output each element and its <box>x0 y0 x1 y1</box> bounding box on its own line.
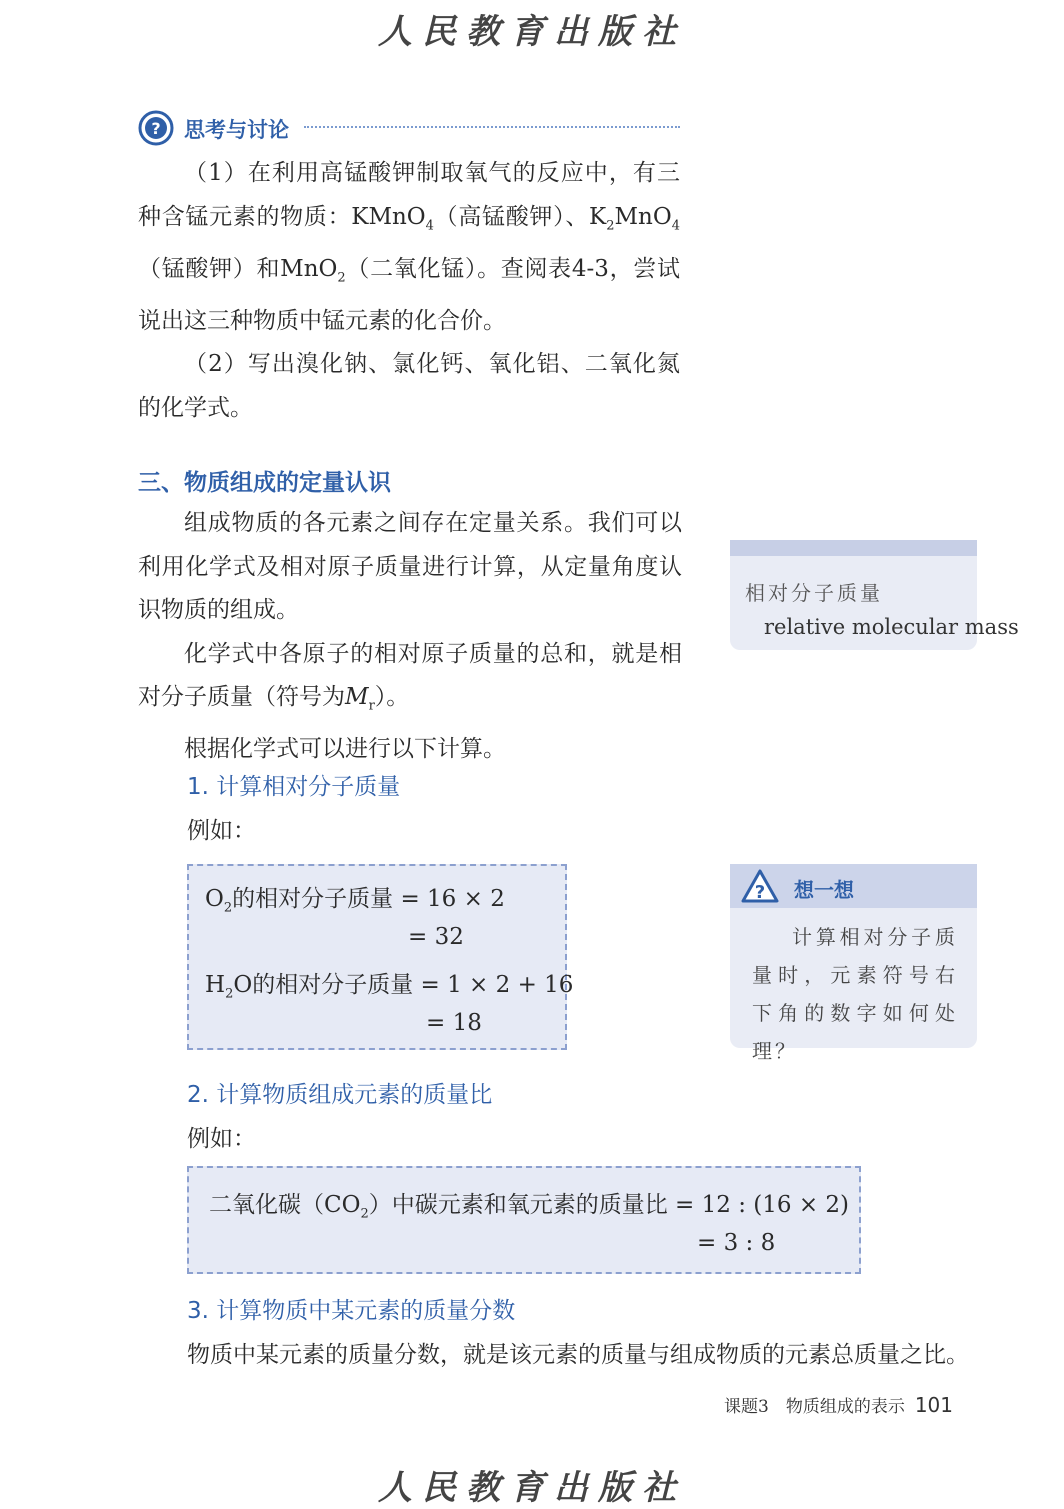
chapter-label: 课题3 物质组成的表示 <box>724 1397 905 1417</box>
item-3-text: 物质中某元素的质量分数，就是该元素的质量与组成物质的元素总质量之比。 <box>187 1342 969 1368</box>
paragraph-3: 根据化学式可以进行以下计算。 <box>184 736 506 763</box>
term-chinese: 相对分子质量 <box>745 581 883 605</box>
item-2-example-label: 例如： <box>187 1126 256 1152</box>
paragraph-1: 组成物质的各元素之间存在定量关系。我们可以利用化学式及相对原子质量进行计算，从定量角度认识物质的组成。 <box>138 510 682 623</box>
think-discuss-text <box>138 152 680 430</box>
example-box-2 <box>187 1166 861 1274</box>
paragraph-2: 化学式中各原子的相对原子质量的总和，就是相对分子质量（符号为$M_r$）。 <box>138 640 682 714</box>
section-heading: 三、物质组成的定量认识 <box>138 470 391 496</box>
mr-o2-result: = 32 <box>408 924 464 950</box>
publisher-logo-bottom: 人民教育出版社 <box>378 1468 686 1508</box>
title-dotted-rule <box>304 126 680 128</box>
section-body <box>138 502 682 772</box>
mass-ratio-line: 二氧化碳$(CO_2)$中碳元素和氧元素的质量比 = 12 : (16 × 2) <box>209 1192 850 1222</box>
page-footer <box>724 1392 953 1417</box>
mass-ratio-result: = 3 : 8 <box>697 1230 776 1256</box>
term-english: relative molecular mass <box>764 615 1019 639</box>
question-2: （2）写出溴化钠、氯化钙、氧化铝、二氧化氮的化学式。 <box>138 351 680 421</box>
svg-text:?: ? <box>151 119 161 138</box>
mr-h2o-result: = 18 <box>426 1010 482 1036</box>
page-number: 101 <box>914 1393 954 1417</box>
question-triangle-icon <box>740 868 780 904</box>
example-box-1 <box>187 864 574 1050</box>
think-discuss-title: 思考与讨论 <box>184 118 289 142</box>
think-sidebar-title: 想一想 <box>794 878 854 902</box>
item-1-heading: 1. 计算相对分子质量 <box>187 774 401 800</box>
item-1-example-label: 例如： <box>187 818 256 844</box>
item-2-heading: 2. 计算物质组成元素的质量比 <box>187 1082 493 1108</box>
mr-o2-line: $O_2$的相对分子质量 = 16 × 2 <box>205 886 505 916</box>
publisher-logo-top: 人民教育出版社 <box>378 12 686 52</box>
term-sidebar-bar <box>730 540 977 556</box>
think-sidebar-text: 计算相对分子质量时，元素符号右下角的数字如何处理？ <box>752 925 958 1063</box>
mr-h2o-line: $H_2O$的相对分子质量 = 1 × 2 + 16 <box>205 972 574 1002</box>
question-1: （1）在利用高锰酸钾制取氧气的反应中，有三种含锰元素的物质：KMnO$_4$（高锰酸钾）、$K_2MnO_4$（锰酸钾）和MnO$_2$（二氧化锰）。查阅表4-3，尝试说出这三种物质中锰元素的化合价。 <box>138 160 680 334</box>
discussion-icon <box>138 110 174 146</box>
item-3-heading: 3. 计算物质中某元素的质量分数 <box>187 1298 516 1324</box>
svg-text:?: ? <box>754 882 766 903</box>
